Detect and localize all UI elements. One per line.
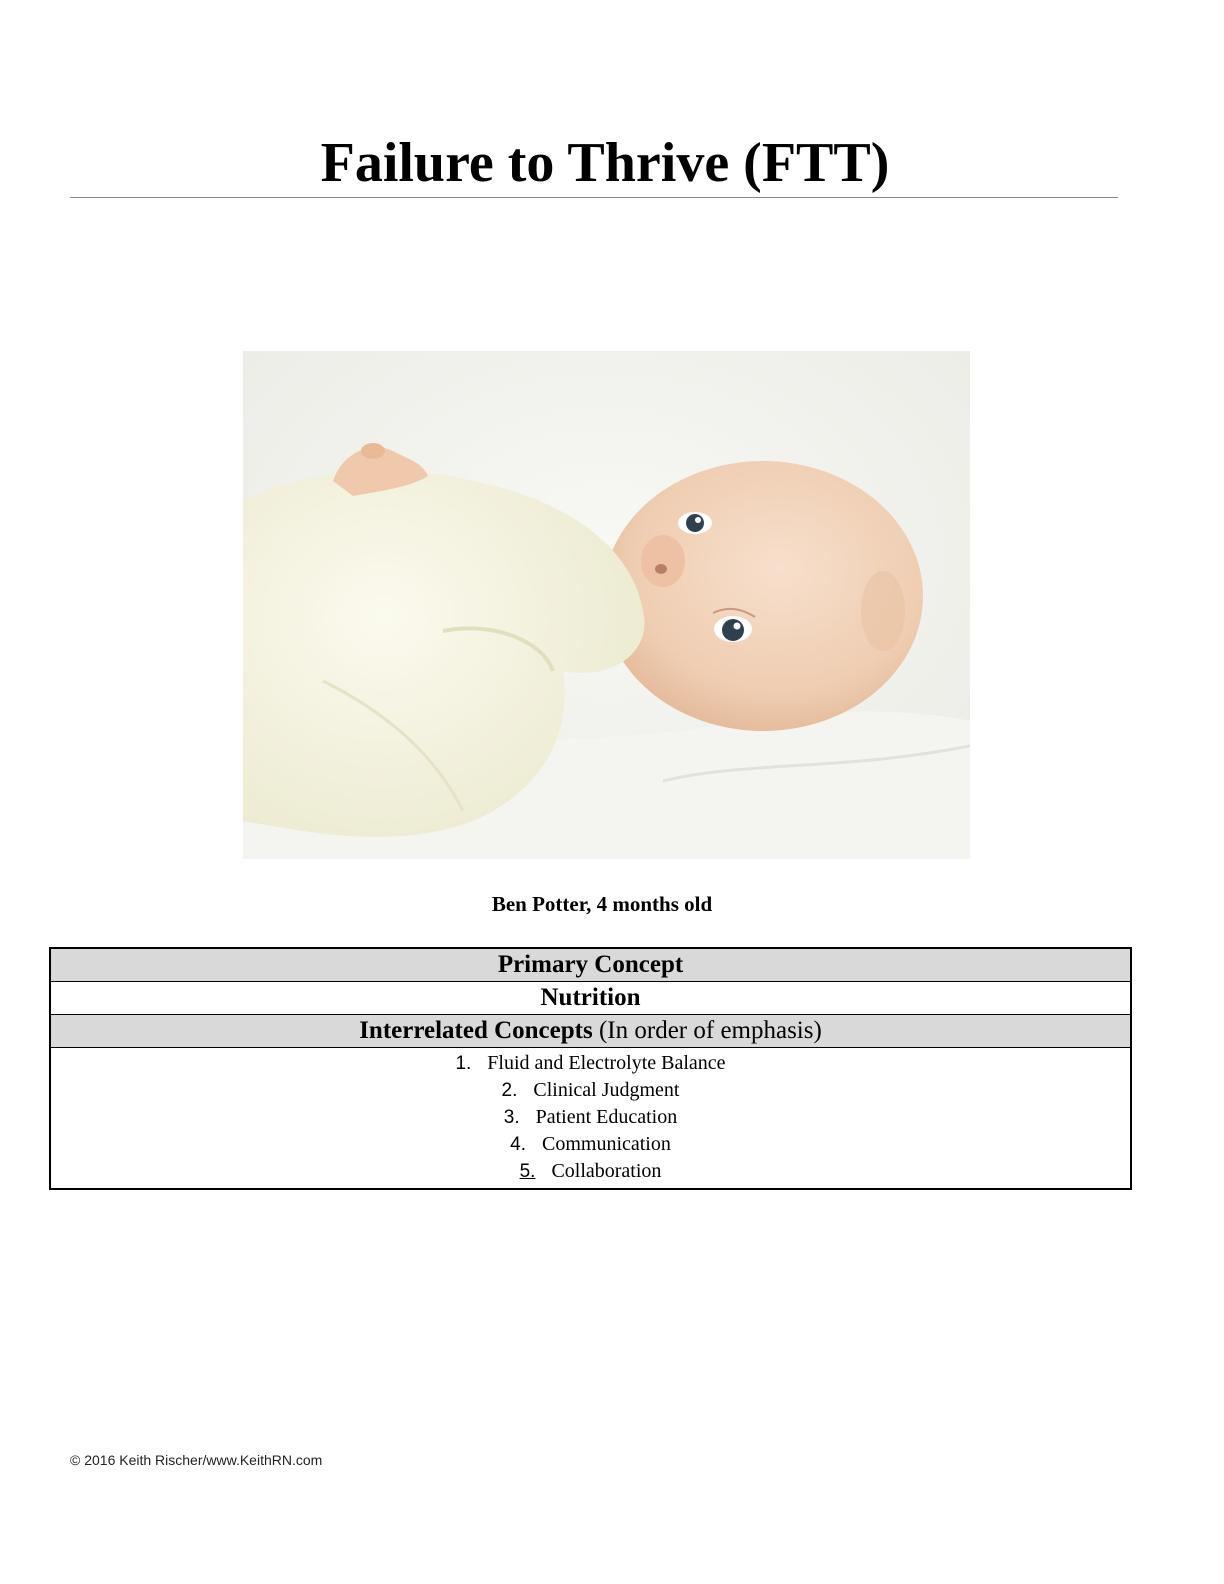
list-item-number: 2. [501, 1080, 518, 1101]
list-item [51, 1077, 1130, 1104]
list-item-label: Communication [541, 1133, 671, 1155]
interrelated-concepts-label: Interrelated Concepts [359, 1017, 593, 1044]
interrelated-concepts-list [51, 1047, 1130, 1188]
concept-table [49, 947, 1132, 1190]
title-divider [70, 197, 1118, 198]
list-item [51, 1050, 1130, 1077]
list-item-label: Clinical Judgment [533, 1079, 680, 1101]
list-item-label: Fluid and Electrolyte Balance [487, 1052, 726, 1074]
photo-caption: Ben Potter, 4 months old [491, 892, 713, 916]
interrelated-concepts-note: (In order of emphasis) [598, 1017, 822, 1044]
infant-photo [243, 351, 970, 859]
page-title: Failure to Thrive (FTT) [320, 132, 890, 194]
list-item-number: 1. [455, 1053, 472, 1074]
list-item [51, 1131, 1130, 1158]
list-item-number: 5. [519, 1161, 536, 1182]
list-item-number: 3. [503, 1107, 520, 1128]
interrelated-concepts-header [51, 1014, 1130, 1047]
list-item-number: 4. [510, 1134, 526, 1155]
copyright-footer: © 2016 Keith Rischer/www.KeithRN.com [70, 1452, 323, 1468]
list-item [51, 1104, 1130, 1131]
list-item-label: Patient Education [535, 1106, 678, 1128]
list-item [51, 1158, 1130, 1185]
primary-concept-value: Nutrition [51, 981, 1130, 1014]
list-item-label: Collaboration [551, 1160, 662, 1182]
primary-concept-header: Primary Concept [51, 949, 1130, 981]
